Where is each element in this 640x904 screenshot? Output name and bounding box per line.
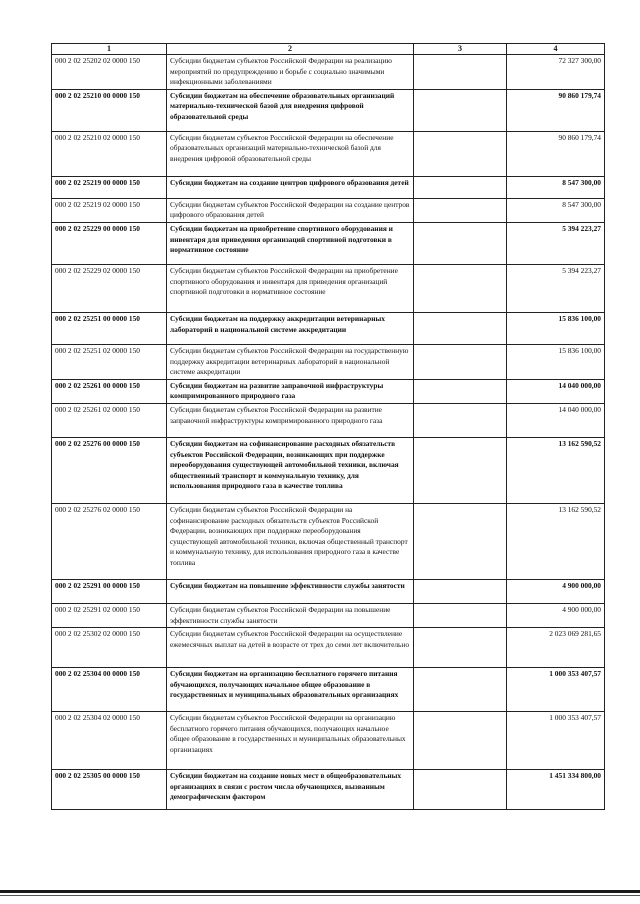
table-row [52,312,605,344]
amount-cell: 2 023 069 281,65 [507,628,605,668]
code-cell: 000 2 02 25302 02 0000 150 [52,628,167,668]
col3-cell [414,437,507,503]
amount-cell: 15 836 100,00 [507,344,605,379]
col3-cell [414,131,507,176]
description-cell: Субсидии бюджетам на приобретение спортивного оборудования и инвентаря для приведения организаций спортивной подготовки в нормативное состояние [167,222,414,264]
code-cell: 000 2 02 25291 00 0000 150 [52,579,167,603]
description-cell: Субсидии бюджетам на повышение эффективности службы занятости [167,579,414,603]
table-row [52,222,605,264]
col3-cell [414,55,507,90]
amount-cell: 90 860 179,74 [507,89,605,131]
page-bottom-edge [0,890,640,893]
description-cell: Субсидии бюджетам на обеспечение образовательных организаций материально-технической базой для внедрения цифровой образовательной среды [167,89,414,131]
col3-cell [414,312,507,344]
code-cell: 000 2 02 25304 00 0000 150 [52,668,167,712]
table-body [52,55,605,810]
code-cell: 000 2 02 25305 00 0000 150 [52,770,167,810]
col3-cell [414,344,507,379]
code-cell: 000 2 02 25210 02 0000 150 [52,131,167,176]
amount-cell: 90 860 179,74 [507,131,605,176]
table-row [52,628,605,668]
header-row [52,44,605,55]
budget-table [51,43,605,810]
page-bottom-edge-line [0,895,640,896]
amount-cell: 4 900 000,00 [507,603,605,627]
table-row [52,503,605,579]
code-cell: 000 2 02 25261 02 0000 150 [52,403,167,437]
col3-cell [414,603,507,627]
col3-cell [414,222,507,264]
header-col-4: 4 [507,44,605,55]
code-cell: 000 2 02 25229 00 0000 150 [52,222,167,264]
table-row [52,264,605,312]
description-cell: Субсидии бюджетам субъектов Российской Федерации на развитие заправочной инфраструктуры компримированного природного газа [167,403,414,437]
table-row [52,89,605,131]
amount-cell: 14 040 000,00 [507,403,605,437]
col3-cell [414,503,507,579]
amount-cell: 8 547 300,00 [507,198,605,222]
col3-cell [414,403,507,437]
col3-cell [414,668,507,712]
table-row [52,198,605,222]
description-cell: Субсидии бюджетам субъектов Российской Федерации на реализацию мероприятий по предупреждению и борьбе с социально значимыми инфекционными заболеваниями [167,55,414,90]
col3-cell [414,579,507,603]
table-row [52,770,605,810]
code-cell: 000 2 02 25291 02 0000 150 [52,603,167,627]
col3-cell [414,712,507,770]
amount-cell: 4 900 000,00 [507,579,605,603]
amount-cell: 5 394 223,27 [507,222,605,264]
col3-cell [414,379,507,403]
code-cell: 000 2 02 25219 00 0000 150 [52,176,167,198]
amount-cell: 1 000 353 407,57 [507,668,605,712]
header-col-2: 2 [167,44,414,55]
amount-cell: 8 547 300,00 [507,176,605,198]
amount-cell: 13 162 590,52 [507,437,605,503]
table-row [52,603,605,627]
description-cell: Субсидии бюджетам субъектов Российской Федерации на осуществление ежемесячных выплат на детей в возрасте от трех до семи лет включительно [167,628,414,668]
col3-cell [414,264,507,312]
description-cell: Субсидии бюджетам на поддержку аккредитации ветеринарных лабораторий в национальной системе аккредитации [167,312,414,344]
table-row [52,55,605,90]
description-cell: Субсидии бюджетам на развитие заправочной инфраструктуры компримированного природного газа [167,379,414,403]
table-row [52,176,605,198]
description-cell: Субсидии бюджетам субъектов Российской Федерации на приобретение спортивного оборудования и инвентаря для приведения организаций спортивной подготовки в нормативное состояние [167,264,414,312]
description-cell: Субсидии бюджетам на софинансирование расходных обязательств субъектов Российской Федерации, возникающих при поддержке переоборудования существующей автомобильной техники, включая общественный транспорт и коммунальную технику, для использования природного газа в качестве топлива [167,437,414,503]
header-col-1: 1 [52,44,167,55]
amount-cell: 1 000 353 407,57 [507,712,605,770]
description-cell: Субсидии бюджетам на создание центров цифрового образования детей [167,176,414,198]
description-cell: Субсидии бюджетам субъектов Российской Федерации на государственную поддержку аккредитации ветеринарных лабораторий в национальной системе аккредитации [167,344,414,379]
table-row [52,579,605,603]
amount-cell: 13 162 590,52 [507,503,605,579]
amount-cell: 72 327 300,00 [507,55,605,90]
col3-cell [414,770,507,810]
description-cell: Субсидии бюджетам на создание новых мест в общеобразовательных организациях в связи с ростом числа обучающихся, вызванным демографическим фактором [167,770,414,810]
code-cell: 000 2 02 25219 02 0000 150 [52,198,167,222]
table-row [52,437,605,503]
table-row [52,403,605,437]
code-cell: 000 2 02 25276 00 0000 150 [52,437,167,503]
description-cell: Субсидии бюджетам субъектов Российской Федерации на повышение эффективности службы занятости [167,603,414,627]
amount-cell: 5 394 223,27 [507,264,605,312]
description-cell: Субсидии бюджетам субъектов Российской Федерации на обеспечение образовательных организаций материально-технической базой для внедрения цифровой образовательной среды [167,131,414,176]
description-cell: Субсидии бюджетам субъектов Российской Федерации на организацию бесплатного горячего питания обучающихся, получающих начальное общее образование в государственных и муниципальных образовательных организациях [167,712,414,770]
col3-cell [414,176,507,198]
code-cell: 000 2 02 25251 00 0000 150 [52,312,167,344]
code-cell: 000 2 02 25202 02 0000 150 [52,55,167,90]
col3-cell [414,628,507,668]
code-cell: 000 2 02 25261 00 0000 150 [52,379,167,403]
col3-cell [414,198,507,222]
table-row [52,712,605,770]
table-row [52,668,605,712]
code-cell: 000 2 02 25276 02 0000 150 [52,503,167,579]
header-col-3: 3 [414,44,507,55]
amount-cell: 15 836 100,00 [507,312,605,344]
amount-cell: 1 451 334 800,00 [507,770,605,810]
description-cell: Субсидии бюджетам субъектов Российской Федерации на софинансирование расходных обязательств субъектов Российской Федерации, возникающих при поддержке переоборудования существующей автомобильной техники, включая общественный транспорт и коммунальную технику, для использования природного газа в качестве топлива [167,503,414,579]
amount-cell: 14 040 000,00 [507,379,605,403]
table-row [52,379,605,403]
table-row [52,344,605,379]
col3-cell [414,89,507,131]
code-cell: 000 2 02 25210 00 0000 150 [52,89,167,131]
code-cell: 000 2 02 25251 02 0000 150 [52,344,167,379]
code-cell: 000 2 02 25304 02 0000 150 [52,712,167,770]
code-cell: 000 2 02 25229 02 0000 150 [52,264,167,312]
description-cell: Субсидии бюджетам на организацию бесплатного горячего питания обучающихся, получающих начальное общее образование в государственных и муниципальных образовательных организациях [167,668,414,712]
table-row [52,131,605,176]
description-cell: Субсидии бюджетам субъектов Российской Федерации на создание центров цифрового образования детей [167,198,414,222]
